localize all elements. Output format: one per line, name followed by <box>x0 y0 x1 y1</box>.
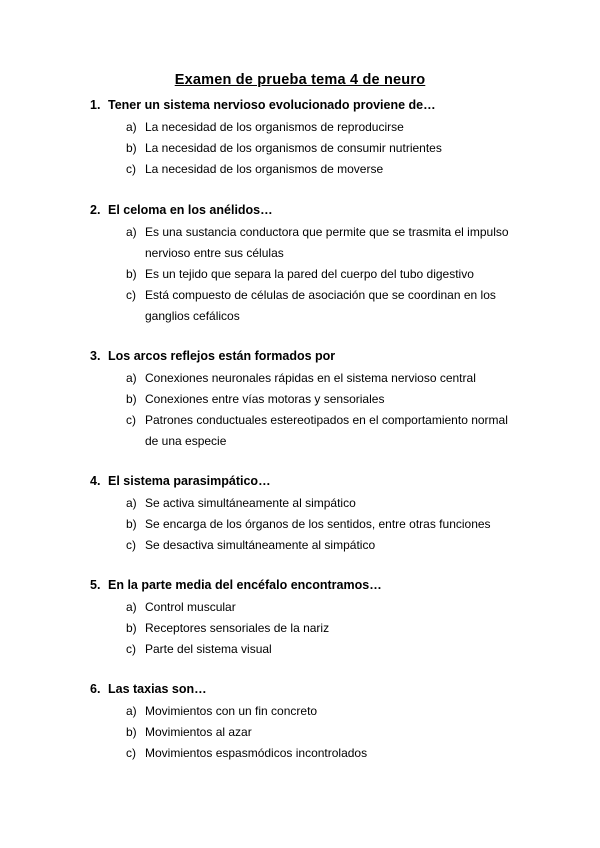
question-number: 1. <box>90 98 101 112</box>
option-text: Parte del sistema visual <box>145 642 272 656</box>
option-text: Conexiones entre vías motoras y sensoriales <box>145 392 385 406</box>
option-text: Se activa simultáneamente al simpático <box>145 496 356 510</box>
question-heading <box>90 348 530 364</box>
option-letter: b) <box>126 392 137 406</box>
option-text: Patrones conductuales estereotipados en el comportamiento normal de una especie <box>145 413 508 448</box>
option-a <box>90 368 520 389</box>
page-title: Examen de prueba tema 4 de neuro <box>174 72 426 88</box>
question-heading <box>90 473 530 489</box>
option-c <box>90 410 520 452</box>
option-letter: b) <box>126 141 137 155</box>
option-letter: a) <box>126 496 137 510</box>
question-number: 3. <box>90 349 101 363</box>
option-text: Movimientos con un fin concreto <box>145 704 318 718</box>
option-text: Movimientos al azar <box>145 725 252 739</box>
option-letter: a) <box>126 704 137 718</box>
option-text: Es una sustancia conductora que permite que se trasmita el impulso nervioso entre sus células <box>145 225 509 260</box>
option-text: Se desactiva simultáneamente al simpático <box>145 538 376 552</box>
option-text: La necesidad de los organismos de reproducirse <box>145 120 404 134</box>
option-list <box>90 222 530 327</box>
option-list <box>90 701 530 764</box>
option-letter: a) <box>126 600 137 614</box>
option-list <box>90 117 530 180</box>
option-letter: b) <box>126 725 137 739</box>
option-text: Conexiones neuronales rápidas en el sistema nervioso central <box>145 371 476 385</box>
question-text: El celoma en los anélidos… <box>108 203 273 217</box>
option-text: Es un tejido que separa la pared del cuerpo del tubo digestivo <box>145 267 474 281</box>
option-text: La necesidad de los organismos de consumir nutrientes <box>145 141 442 155</box>
option-b <box>90 514 520 535</box>
option-b <box>90 264 520 285</box>
option-b <box>90 138 520 159</box>
option-text: Se encarga de los órganos de los sentidos, entre otras funciones <box>145 517 491 531</box>
option-a <box>90 701 520 722</box>
question-3 <box>90 348 530 452</box>
question-heading <box>90 202 530 218</box>
option-a <box>90 117 520 138</box>
option-text: Está compuesto de células de asociación que se coordinan en los ganglios cefálicos <box>145 288 496 323</box>
option-letter: b) <box>126 621 137 635</box>
option-a <box>90 597 520 618</box>
option-letter: a) <box>126 225 137 239</box>
option-b <box>90 618 520 639</box>
option-b <box>90 389 520 410</box>
option-list <box>90 493 530 556</box>
question-text: En la parte media del encéfalo encontramos… <box>108 578 382 592</box>
option-text: Movimientos espasmódicos incontrolados <box>145 746 368 760</box>
option-letter: b) <box>126 517 137 531</box>
option-text: La necesidad de los organismos de moverse <box>145 162 384 176</box>
question-2 <box>90 202 530 327</box>
option-list <box>90 368 530 452</box>
question-5 <box>90 577 530 660</box>
option-letter: c) <box>126 413 136 427</box>
option-text: Receptores sensoriales de la nariz <box>145 621 330 635</box>
option-letter: a) <box>126 120 137 134</box>
question-6 <box>90 681 530 764</box>
option-c <box>90 285 520 327</box>
question-text: Las taxias son… <box>108 682 207 696</box>
question-text: El sistema parasimpático… <box>108 474 271 488</box>
option-letter: c) <box>126 538 136 552</box>
option-letter: c) <box>126 288 136 302</box>
option-c <box>90 535 520 556</box>
question-number: 2. <box>90 203 101 217</box>
question-number: 5. <box>90 578 101 592</box>
option-a <box>90 493 520 514</box>
option-letter: c) <box>126 746 136 760</box>
question-heading <box>90 577 530 593</box>
question-text: Los arcos reflejos están formados por <box>108 349 336 363</box>
option-text: Control muscular <box>145 600 236 614</box>
question-number: 4. <box>90 474 101 488</box>
option-b <box>90 722 520 743</box>
option-letter: a) <box>126 371 137 385</box>
question-1 <box>90 97 530 180</box>
option-letter: c) <box>126 642 136 656</box>
question-text: Tener un sistema nervioso evolucionado proviene de… <box>108 98 436 112</box>
option-list <box>90 597 530 660</box>
question-heading <box>90 97 530 113</box>
option-a <box>90 222 520 264</box>
question-number: 6. <box>90 682 101 696</box>
option-c <box>90 159 520 180</box>
question-heading <box>90 681 530 697</box>
option-c <box>90 743 520 764</box>
option-c <box>90 639 520 660</box>
question-4 <box>90 473 530 556</box>
option-letter: c) <box>126 162 136 176</box>
option-letter: b) <box>126 267 137 281</box>
